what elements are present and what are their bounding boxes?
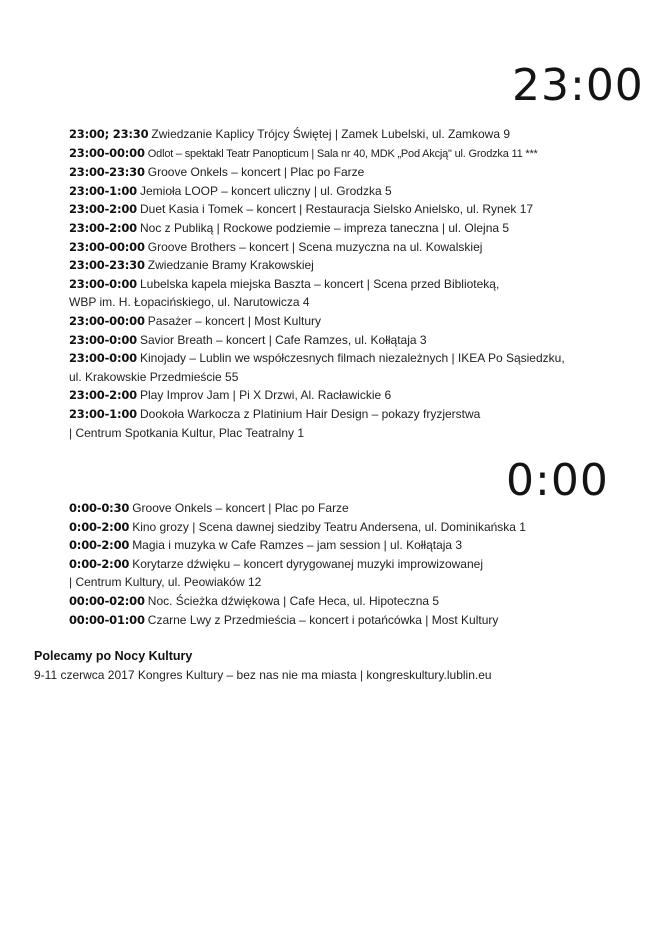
event-description: Savior Breath – koncert | Cafe Ramzes, ul. Kołłątaja 3 (139, 332, 427, 347)
event-time: 23:00-00:00 (69, 145, 145, 160)
schedule-list-0000 (69, 499, 589, 629)
list-item (69, 182, 589, 201)
event-description: Zwiedzanie Kaplicy Trójcy Świętej | Zamek Lubelski, ul. Zamkowa 9 (151, 127, 511, 141)
event-description: Dookoła Warkocza z Platinium Hair Design – pokazy fryzjerstwa (139, 406, 481, 421)
event-time: 23:00-2:00 (69, 202, 137, 217)
recommendation-block (34, 647, 634, 685)
list-item (69, 331, 589, 350)
event-description: Czarne Lwy z Przedmieścia – koncert i potańcówka | Most Kultury (147, 612, 499, 627)
list-item (69, 405, 589, 442)
event-description: Zwiedzanie Bramy Krakowskiej (147, 258, 314, 273)
list-item (69, 555, 589, 592)
list-item (69, 238, 589, 257)
list-item (69, 125, 589, 144)
event-time: 23:00-23:30 (69, 258, 145, 273)
event-time: 23:00-00:00 (69, 313, 145, 328)
event-description: Jemioła LOOP – koncert uliczny | ul. Grodzka 5 (139, 183, 392, 198)
schedule-list-2300 (69, 125, 589, 442)
event-time: 23:00-0:00 (69, 276, 137, 291)
event-time: 23:00-00:00 (69, 239, 145, 254)
event-description: Lubelska kapela miejska Baszta – koncert | Scena przed Biblioteką, (139, 276, 500, 291)
event-description: Groove Brothers – koncert | Scena muzyczna na ul. Kowalskiej (147, 239, 483, 254)
list-item (69, 275, 589, 312)
event-time: 23:00-0:00 (69, 351, 137, 366)
event-description: Kinojady – Lublin we współczesnych filmach niezależnych | IKEA Po Sąsiedzku, (139, 351, 565, 366)
section-heading-2300: 23:00 (512, 60, 644, 111)
event-description: Odlot – spektakl Teatr Panopticum | Sala nr 40, MDK „Pod Akcją" ul. Grodzka 11 *** (147, 147, 538, 160)
list-item (69, 163, 589, 182)
event-description: Noc z Publiką | Rockowe podziemie – impreza taneczna | ul. Olejna 5 (139, 220, 510, 235)
event-time: 23:00-23:30 (69, 165, 145, 180)
list-item (69, 144, 589, 164)
event-description: Magia i muzyka w Cafe Ramzes – jam session | ul. Kołłątaja 3 (132, 538, 463, 553)
list-item (69, 536, 589, 555)
list-item (69, 611, 589, 630)
event-description-continued: ul. Krakowskie Przedmieście 55 (69, 369, 239, 384)
event-time: 0:00-0:30 (69, 501, 130, 515)
event-description-continued: | Centrum Kultury, ul. Peowiaków 12 (69, 575, 262, 590)
event-time: 23:00-1:00 (69, 406, 137, 421)
event-time: 23:00-1:00 (69, 183, 137, 198)
list-item (69, 349, 589, 386)
event-description: Duet Kasia i Tomek – koncert | Restauracja Sielsko Anielsko, ul. Rynek 17 (139, 202, 534, 217)
event-time: 23:00; 23:30 (69, 127, 149, 141)
recommendation-heading: Polecamy po Nocy Kultury (34, 649, 193, 663)
event-description: Korytarze dźwięku – koncert dyrygowanej muzyki improwizowanej (132, 556, 483, 571)
list-item (69, 518, 589, 537)
event-time: 0:00-2:00 (69, 538, 130, 553)
event-description: Kino grozy | Scena dawnej siedziby Teatru Andersena, ul. Dominikańska 1 (132, 519, 526, 534)
event-description: Groove Onkels – koncert | Plac po Farze (132, 501, 349, 515)
list-item (69, 386, 589, 405)
event-description: Groove Onkels – koncert | Plac po Farze (147, 165, 365, 180)
list-item (69, 200, 589, 219)
event-time: 0:00-2:00 (69, 519, 130, 534)
event-time: 23:00-0:00 (69, 332, 137, 347)
event-description: Noc. Ścieżka dźwiękowa | Cafe Heca, ul. Hipoteczna 5 (147, 593, 440, 608)
section-heading-0000: 0:00 (506, 455, 609, 506)
event-time: 00:00-01:00 (69, 612, 145, 627)
list-item (69, 256, 589, 275)
list-item (69, 592, 589, 611)
recommendation-text: 9-11 czerwca 2017 Kongres Kultury – bez nas nie ma miasta | kongreskultury.lublin.eu (34, 668, 492, 682)
event-time: 0:00-2:00 (69, 556, 130, 571)
event-time: 00:00-02:00 (69, 593, 145, 608)
event-description-continued: WBP im. H. Łopacińskiego, ul. Narutowicza 4 (69, 295, 310, 310)
list-item (69, 499, 589, 518)
event-description: Play Improv Jam | Pi X Drzwi, Al. Racławickie 6 (139, 388, 392, 403)
event-time: 23:00-2:00 (69, 388, 137, 403)
list-item (69, 312, 589, 331)
list-item (69, 219, 589, 238)
event-description-continued: | Centrum Spotkania Kultur, Plac Teatralny 1 (69, 425, 305, 440)
event-description: Pasażer – koncert | Most Kultury (147, 313, 321, 328)
event-time: 23:00-2:00 (69, 220, 137, 235)
